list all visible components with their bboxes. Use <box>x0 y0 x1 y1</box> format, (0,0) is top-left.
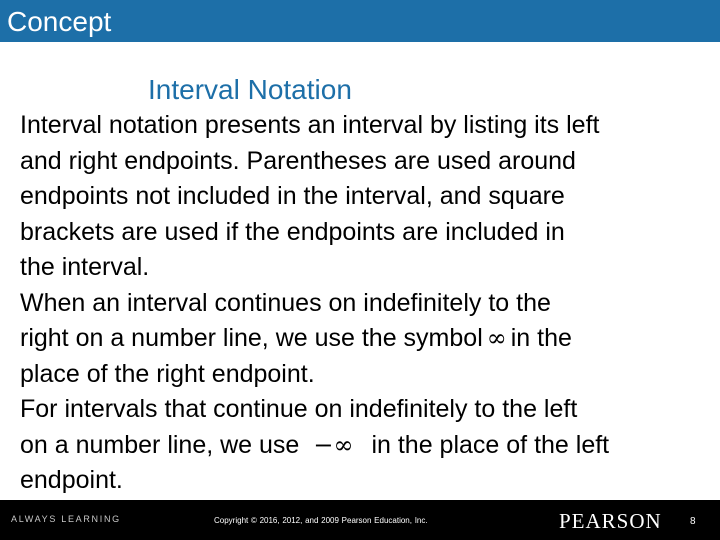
body-line: brackets are used if the endpoints are included in <box>20 217 565 246</box>
body-line: Interval notation presents an interval by listing its left <box>20 111 600 139</box>
body-line: the interval. <box>20 253 150 281</box>
body-line: place of the right endpoint. <box>20 359 315 388</box>
footer-tagline: ALWAYS LEARNING <box>11 514 121 524</box>
infinity-symbol: ∞ <box>486 324 507 352</box>
body-line: When an interval continues on indefinitely to the <box>20 288 551 317</box>
body-line-text: on a number line, we use <box>20 430 300 459</box>
body-line: For intervals that continue on indefinitely to the left <box>20 395 578 423</box>
body-line-text: in the place of the left <box>371 430 610 459</box>
body-text <box>20 108 710 499</box>
slide-subtitle: Interval Notation <box>148 74 352 105</box>
body-line: endpoint. <box>20 466 123 494</box>
body-line-text: in the <box>510 324 572 352</box>
body-line: endpoints not included in the interval, and square <box>20 182 565 210</box>
footer-bar <box>0 500 720 540</box>
slide-header-title: Concept <box>7 6 112 37</box>
negative-infinity-symbol: −∞ <box>313 430 354 459</box>
body-line: and right endpoints. Parentheses are used around <box>20 146 576 175</box>
body-line-with-negative-infinity <box>20 428 710 464</box>
copyright-notice: Copyright © 2016, 2012, and 2009 Pearson Education, Inc. <box>214 516 428 525</box>
body-line-with-infinity <box>20 321 710 357</box>
pearson-logo: PEARSON <box>559 509 662 533</box>
header-bar <box>0 0 720 42</box>
page-number: 8 <box>690 516 696 527</box>
body-line-text: right on a number line, we use the symbol <box>20 324 483 352</box>
